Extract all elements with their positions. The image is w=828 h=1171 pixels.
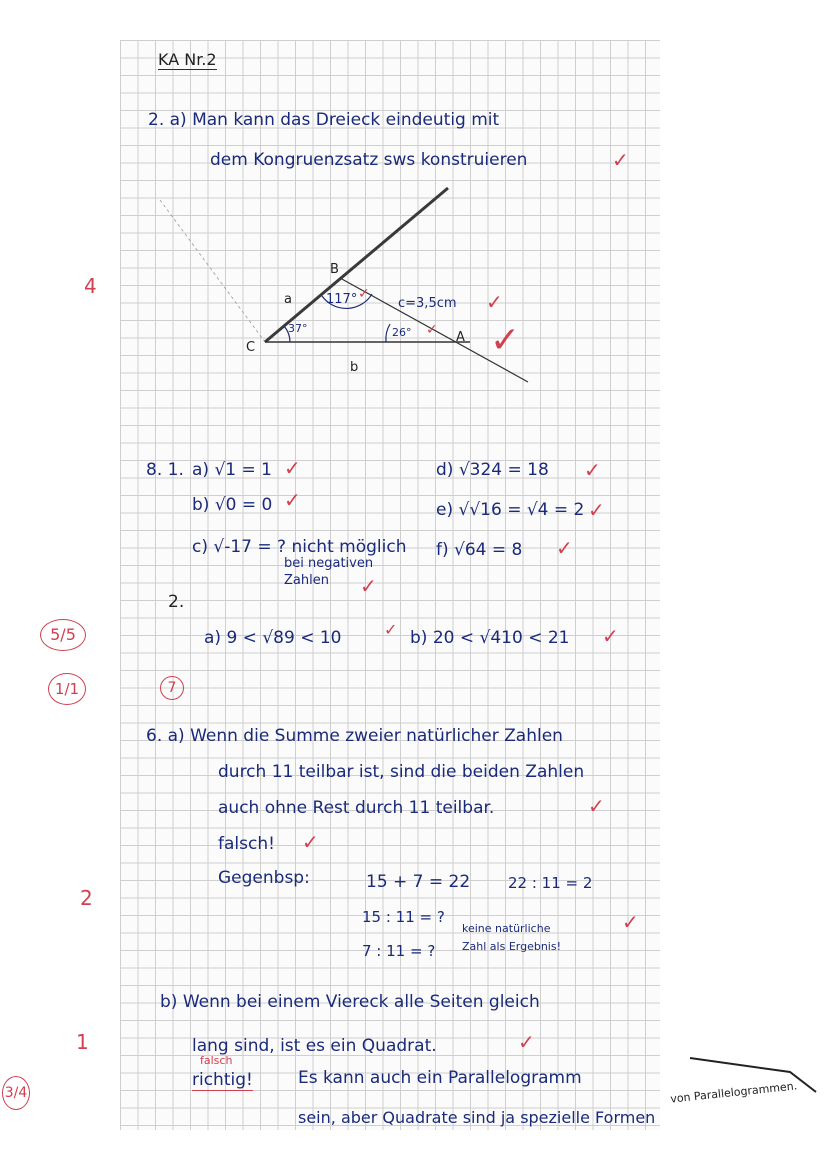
task6-eq1: 15 + 7 = 22	[366, 872, 471, 892]
check-mark-icon: ✓	[556, 536, 573, 560]
task6-eq4: 7 : 11 = ?	[362, 942, 436, 960]
check-mark-icon: ✓	[588, 498, 605, 522]
task6-a-verdict: falsch!	[218, 834, 275, 854]
task8-a: a) √1 = 1	[192, 460, 272, 480]
side-a-label: a	[284, 292, 292, 307]
vertex-c-label: C	[246, 340, 256, 355]
check-mark-icon: ✓	[284, 456, 301, 480]
margin-score-task6b: 1	[76, 1030, 89, 1054]
task8-e: e) √√16 = √4 = 2	[436, 500, 585, 520]
margin-score-task6a: 2	[80, 886, 93, 910]
task6-note2: Zahl als Ergebnis!	[462, 940, 562, 953]
task8-c: c) √-17 = ? nicht möglich	[192, 537, 407, 557]
task8-f: f) √64 = 8	[436, 540, 523, 560]
task6-b-line4: sein, aber Quadrate sind ja spezielle Formen	[298, 1108, 656, 1127]
task6-a-line3: auch ohne Rest durch 11 teilbar.	[218, 798, 495, 818]
page-title: KA Nr.2	[158, 50, 217, 69]
check-mark-icon: ✓	[612, 148, 629, 172]
task8-b: b) √0 = 0	[192, 495, 273, 515]
angle-c-value: 37°	[288, 322, 308, 335]
task6-b-verdict: richtig!	[192, 1070, 253, 1090]
angle-a-value: 26°	[392, 326, 412, 339]
score-circle: 7	[160, 676, 184, 700]
task6-a-line1: 6. a) Wenn die Summe zweier natürlicher Zahlen	[146, 726, 563, 746]
check-mark-icon: ✓	[518, 1030, 535, 1054]
score-circle: 3/4	[2, 1076, 30, 1110]
check-mark-icon: ✓	[486, 290, 503, 314]
task6-b-line3: Es kann auch ein Parallelogramm	[298, 1068, 582, 1088]
angle-b-value: 117°	[326, 292, 358, 307]
score-circle: 1/1	[48, 673, 86, 705]
check-mark-icon: ✓	[302, 830, 319, 854]
margin-score-task2: 4	[84, 274, 97, 298]
task2-line2: dem Kongruenzsatz sws konstruieren	[210, 150, 528, 170]
task8-c-note2: Zahlen	[284, 573, 329, 588]
task6-note1: keine natürliche	[462, 922, 551, 935]
task6-b-line1: b) Wenn bei einem Viereck alle Seiten gleich	[160, 992, 540, 1012]
bracket-line	[690, 1058, 816, 1092]
vertex-b-label: B	[330, 262, 339, 277]
check-mark-icon: ✓	[602, 624, 619, 648]
task8-ineq-b: b) 20 < √410 < 21	[410, 628, 570, 648]
task6-eq2: 22 : 11 = 2	[508, 874, 593, 892]
check-mark-icon: ✓	[584, 458, 601, 482]
check-mark-icon: ✓	[358, 286, 370, 302]
task8-d: d) √324 = 18	[436, 460, 549, 480]
check-mark-icon: ✓	[426, 322, 438, 338]
check-mark-icon: ✓	[490, 320, 521, 361]
task6-a-line2: durch 11 teilbar ist, sind die beiden Zahlen	[218, 762, 585, 782]
score-circle: 5/5	[40, 619, 86, 651]
vertex-a-label: A	[456, 330, 465, 345]
side-c-value: c=3,5cm	[398, 296, 457, 311]
task6-counter-label: Gegenbsp:	[218, 868, 310, 888]
task6-b-line2: lang sind, ist es ein Quadrat.	[192, 1036, 437, 1056]
task8-ineq-a: a) 9 < √89 < 10	[204, 628, 342, 648]
task8-number: 8. 1.	[146, 460, 184, 480]
check-mark-icon: ✓	[622, 910, 639, 934]
task6-eq3: 15 : 11 = ?	[362, 908, 445, 926]
task8-c-note1: bei negativen	[284, 556, 374, 571]
task8-part2: 2.	[168, 592, 185, 612]
side-b-label: b	[350, 360, 359, 375]
task6-b-extra: von Parallelogrammen.	[669, 1079, 798, 1106]
task2-line1: 2. a) Man kann das Dreieck eindeutig mit	[148, 110, 500, 130]
check-mark-icon: ✓	[384, 620, 398, 639]
check-mark-icon: ✓	[284, 488, 301, 512]
check-mark-icon: ✓	[360, 574, 377, 598]
task6-b-correction: falsch	[200, 1054, 233, 1067]
check-mark-icon: ✓	[588, 794, 605, 818]
